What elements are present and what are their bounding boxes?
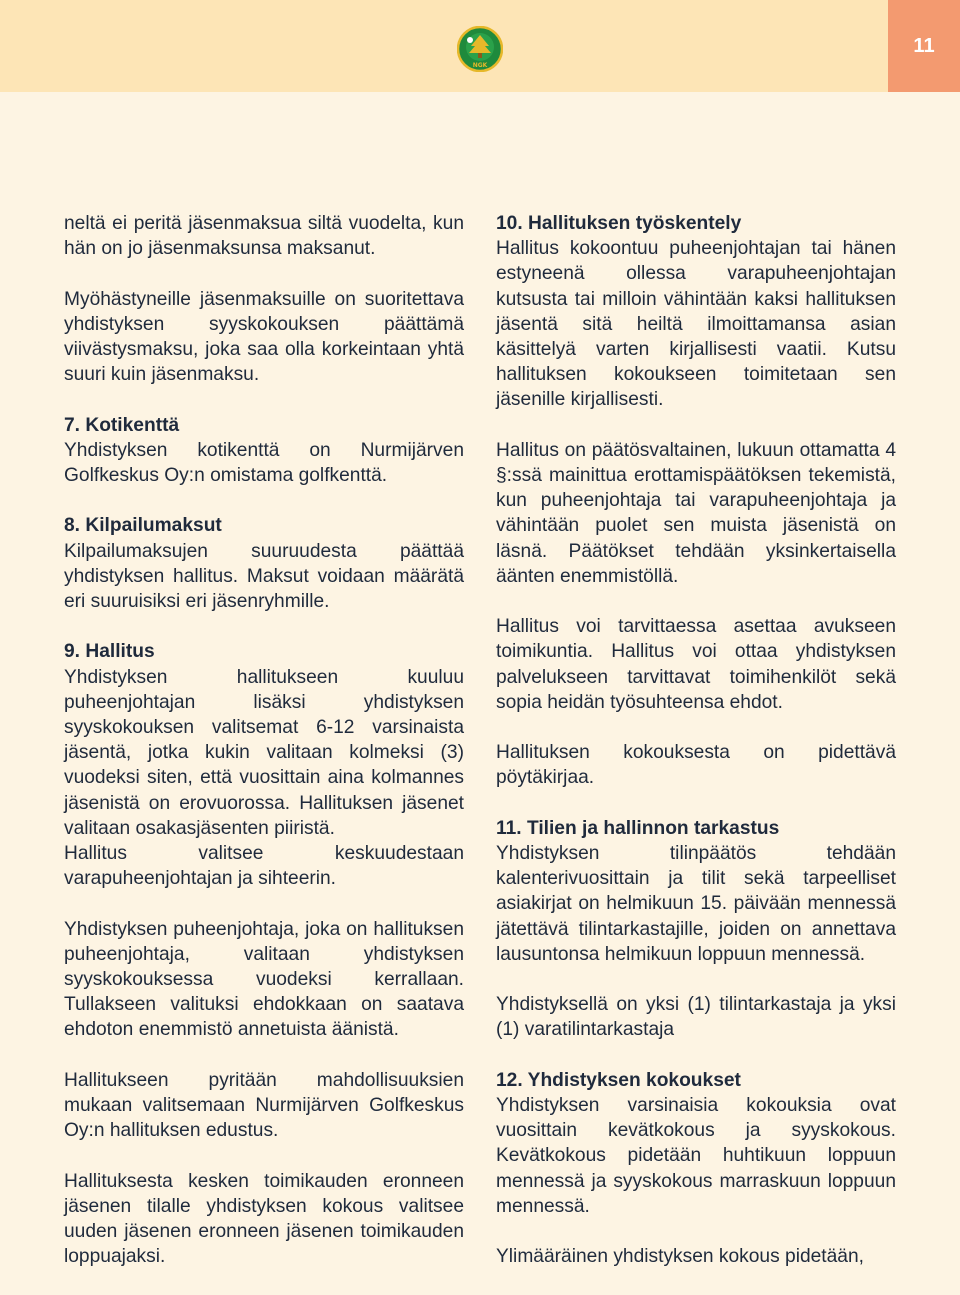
paragraph-committees: Hallitus voi tarvittaessa asettaa avukseen toimikuntia. Hallitus voi ottaa yhdistyksen palvelukseen tarvittavat toimihenkilöt sekä sopia heidän työsuhteensa ehdot. (496, 616, 896, 713)
section-9-heading: 9. Hallitus (64, 641, 155, 663)
page-number: 11 (888, 0, 960, 92)
section-7-heading: 7. Kotikenttä (64, 414, 180, 436)
right-column (496, 211, 896, 1295)
paragraph-late-fee: Myöhästyneille jäsenmaksuille on suoritettava yhdistyksen syyskokouksen päättämä viivästysmaksu, joka saa olla korkeintaan yhtä suuri kuin jäsenmaksu. (64, 288, 464, 386)
paragraph-extraordinary-meeting: Ylimääräinen yhdistyksen kokous pidetään, (496, 1246, 864, 1268)
paragraph-representation: Hallitukseen pyritään mahdollisuuksien mukaan valitsemaan Nurmijärven Golfkeskus Oy:n hallituksen edustus. (64, 1069, 464, 1142)
paragraph-replacement: Hallituksesta kesken toimikauden eronneen jäsenen tilalle yhdistyksen kokous valitsee uuden jäsenen eronneen jäsenen toimikauden loppuajaksi. (64, 1170, 464, 1268)
section-8-heading: 8. Kilpailumaksut (64, 515, 222, 537)
section-11 (496, 816, 896, 967)
left-column (64, 211, 464, 1295)
section-9-text: Yhdistyksen hallitukseen kuuluu puheenjohtajan lisäksi yhdistyksen syyskokouksen valitsemat 6-12 varsinaista jäsentä, jotka kukin valitaan kolmeksi (3) vuodeksi siten, että vuosittain aina kolmannes jäsenistä on erovuorossa. Hallituksen jäsenet valitaan osakasjäsenten piiristä. (64, 666, 464, 839)
section-11-text: Yhdistyksen tilinpäätös tehdään kalenterivuosittain ja tilit sekä tarpeelliset asiakirjat on helmikuun 15. päivään mennessä jätettävä tilintarkastajille, joiden on annettava lausuntonsa helmikuun loppuun mennessä. (496, 843, 896, 965)
paragraph-membership-fee: neltä ei peritä jäsenmaksua siltä vuodelta, kun hän on jo jäsenmaksunsa maksanut. (64, 213, 464, 260)
section-7 (64, 413, 464, 489)
paragraph-auditors: Yhdistyksellä on yksi (1) tilintarkastaja ja yksi (1) varatilintarkastaja (496, 994, 896, 1041)
section-8-text: Kilpailumaksujen suuruudesta päättää yhdistyksen hallitus. Maksut voidaan määrätä eri suuruisiksi eri jäsenryhmille. (64, 540, 464, 612)
section-12-heading: 12. Yhdistyksen kokoukset (496, 1069, 741, 1091)
section-10-text: Hallitus kokoontuu puheenjohtajan tai hänen estyneenä ollessa varapuheenjohtajan kutsusta tai milloin vähintään kaksi hallituksen jäsentä sitä heiltä ilmoittamansa asian käsittelyä varten kirjallisesti vaatii. Kutsu hallituksen kokoukseen toimitetaan sen jäsenille kirjallisesti. (496, 238, 896, 411)
section-9 (64, 639, 464, 891)
section-12-text: Yhdistyksen varsinaisia kokouksia ovat vuosittain kevätkokous ja syyskokous. Kevätkokous pidetään huhtikuun loppuun mennessä ja syyskokous marraskuun loppuun mennessä. (496, 1095, 896, 1217)
section-12 (496, 1068, 896, 1219)
section-11-heading: 11. Tilien ja hallinnon tarkastus (496, 817, 780, 839)
section-9-text-2: Hallitus valitsee keskuudestaan varapuheenjohtajan ja sihteerin. (64, 843, 464, 890)
svg-text:NGK: NGK (472, 62, 488, 69)
paragraph-chairman: Yhdistyksen puheenjohtaja, joka on hallituksen puheenjohtaja, valitaan yhdistyksen syyskokouksessa vuodeksi kerrallaan. Tullakseen valituksi ehdokkaan on saatava ehdoton enemmistö annetuista äänistä. (64, 918, 464, 1041)
section-8 (64, 513, 464, 614)
paragraph-minutes: Hallituksen kokouksesta on pidettävä pöytäkirjaa. (496, 742, 896, 789)
club-logo-icon (457, 26, 503, 72)
section-10-heading: 10. Hallituksen työskentely (496, 213, 742, 234)
paragraph-quorum: Hallitus on päätösvaltainen, lukuun ottamatta 4 §:ssä mainittua erottamispäätöksen tekemistä, kun puheenjohtaja tai varapuheenjohtaja ja vähintään puolet sen muista jäsenistä on läsnä. Päätökset tehdään yksinkertaisella äänten enemmistöllä. (496, 439, 896, 587)
section-7-text: Yhdistyksen kotikenttä on Nurmijärven Golfkeskus Oy:n omistama golfkenttä. (64, 439, 464, 486)
section-10 (496, 211, 896, 413)
